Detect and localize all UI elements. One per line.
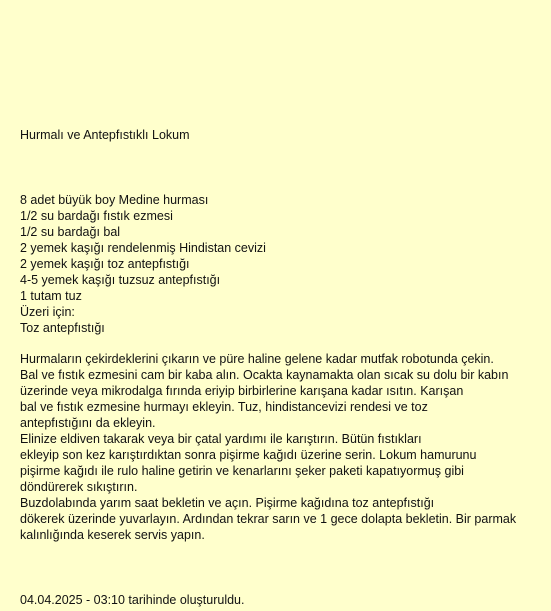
ingredient-line: 2 yemek kaşığı rendelenmiş Hindistan cevizi	[20, 241, 266, 255]
created-timestamp: 04.04.2025 - 03:10 tarihinde oluşturuldu.	[20, 593, 245, 607]
instruction-line: pişirme kağıdı ile rulo haline getirin ve kenarlarını şeker paketi kapatıyormuş gibi	[20, 464, 464, 478]
instructions-text	[20, 351, 545, 543]
instruction-line: Elinize eldiven takarak veya bir çatal yardımı ile karıştırın. Bütün fıstıkları	[20, 432, 422, 446]
instruction-line: üzerinde veya mikrodalga fırında eriyip birbirlerine karışana kadar ısıtın. Karışan	[20, 384, 464, 398]
ingredient-line: 1/2 su bardağı bal	[20, 225, 121, 239]
ingredient-line: Üzeri için:	[20, 305, 75, 319]
instruction-line: antepfıstığını da ekleyin.	[20, 416, 156, 430]
instruction-line: Buzdolabında yarım saat bekletin ve açın. Pişirme kağıdına toz antepfıstığı	[20, 496, 435, 510]
ingredients-list	[20, 192, 540, 336]
instruction-line: bal ve fıstık ezmesine hurmayı ekleyin. Tuz, hindistancevizi rendesi ve toz	[20, 400, 428, 414]
ingredient-line: 8 adet büyük boy Medine hurması	[20, 193, 209, 207]
ingredient-line: 1 tutam tuz	[20, 289, 82, 303]
ingredient-line: 4-5 yemek kaşığı tuzsuz antepfıstığı	[20, 273, 221, 287]
recipe-title: Hurmalı ve Antepfıstıklı Lokum	[20, 128, 190, 142]
instruction-line: Bal ve fıstık ezmesini cam bir kaba alın. Ocakta kaynamakta olan sıcak su dolu bir kabın	[20, 368, 509, 382]
instruction-line: kalınlığında keserek servis yapın.	[20, 528, 205, 542]
instruction-line: Hurmaların çekirdeklerini çıkarın ve püre haline gelene kadar mutfak robotunda çekin.	[20, 352, 494, 366]
ingredient-line: 1/2 su bardağı fıstık ezmesi	[20, 209, 173, 223]
ingredient-line: Toz antepfıstığı	[20, 321, 105, 335]
instruction-line: döndürerek sıkıştırın.	[20, 480, 138, 494]
instruction-line: ekleyip son kez karıştırdıktan sonra pişirme kağıdı üzerine serin. Lokum hamurunu	[20, 448, 477, 462]
instruction-line: dökerek üzerinde yuvarlayın. Ardından tekrar sarın ve 1 gece dolapta bekletin. Bir parmak	[20, 512, 517, 526]
ingredient-line: 2 yemek kaşığı toz antepfıstığı	[20, 257, 190, 271]
